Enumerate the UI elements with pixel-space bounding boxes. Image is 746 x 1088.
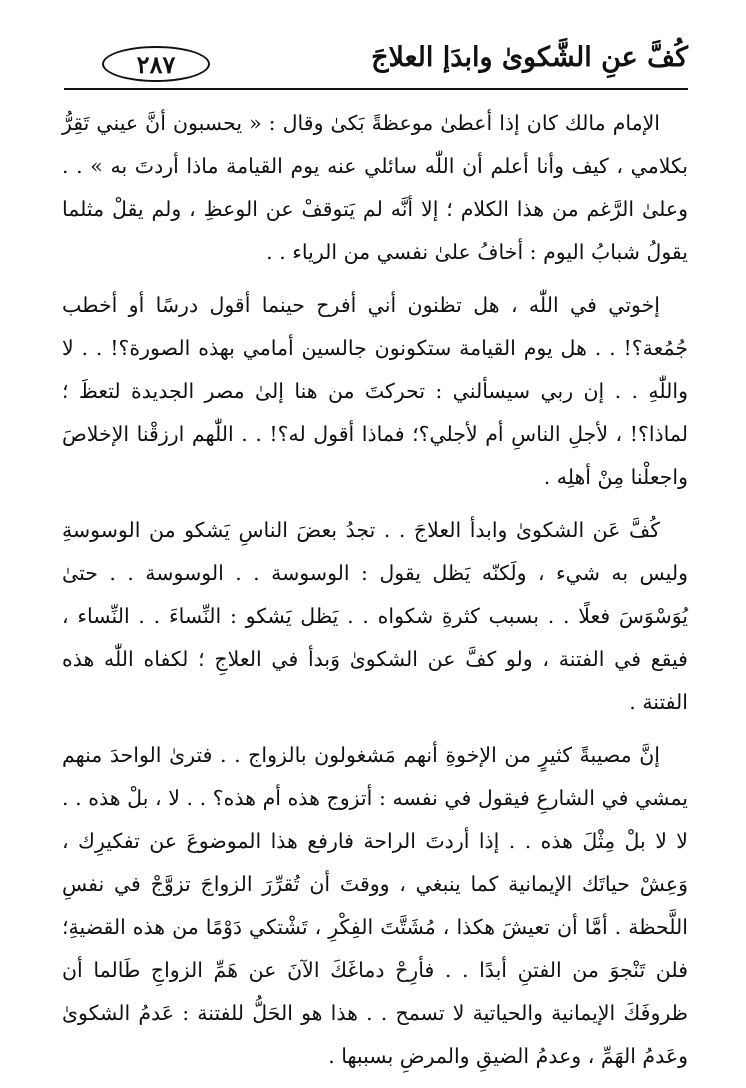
paragraph-2: إخوتي في اللّٰه ، هل تظنون أني أفرح حينما أقول درسًا أو أخطب جُمُعة؟! . . هل يوم القيامة ستكونون جالسين أمامي بهذه الصورة؟! . . لا واللّٰهِ . . إن ربي سيسألني : تحركتَ من هنا إلىٰ مصر الجديدة لتعظَ ؛ لماذا؟! ، لأجلِ الناسِ أم لأجلي؟؛ فماذا أقول له؟! . . اللّٰهم ارزقْنا الإخلاصَ واجعلْنا مِنْ أهلِه . [62, 293, 688, 489]
page-body [62, 102, 688, 1088]
paragraph-4: إنَّ مصيبةً كثيرٍ من الإخوةِ أنهم مَشغولون بالزواج . . فترىٰ الواحدَ منهم يمشي في الشارعِ فيقول في نفسه : أتزوج هذه أم هذه؟ . . لا ، بلْ هذه . . لا لا بلْ مِثْلَ هذه . . إذا أردتَ الراحة فارفع هذا الموضوعَ عن تفكيرِك ، وَعِشْ حياتَك الإيمانية كما ينبغي ، ووقتَ أن تُقرِّرَ الزواجَ تزوَّجْ في نفسِ اللَّحظة . أمَّا أن تعيشَ هكذا ، مُشَتَّتَ الفِكْرِ ، تَشْتكي دَوْمًا من هذه القضيةِ؛ فلن تَنْجوَ من الفتنِ أبدًا . . فأرِحْ دماغَكَ الآنَ عن هَمِّ الزواجِ طَالما أن ظروفَكَ الإيمانية والحياتية لا تسمح . . هذا هو الحَلُّ للفتنة : عَدمُ الشكوىٰ وعَدمُ الهَمِّ ، وعدمُ الضيقِ والمرضِ بسببها . [62, 743, 688, 1068]
running-title: كُفَّ عنِ الشَّكوىٰ وابدَإ العلاجَ [371, 42, 688, 73]
paragraph-3: كُفَّ عَن الشكوىٰ وابدأ العلاجَ . . تجدُ بعضَ الناسِ يَشكو من الوسوسةِ وليس به شيء ، ولَكنّه يَظل يقول : الوسوسة . . الوسوسة . . حتىٰ يُوَسْوَسَ فعلًا . . بسبب كثرةِ شكواه . . يَظل يَشكو : النِّساءَ . . النِّساء ، فيقع في الفتنة ، ولو كفَّ عن الشكوىٰ وَبدأ في العلاجِ ؛ لكفاه اللّٰه هذه الفتنة . [62, 518, 688, 714]
page-number: ٢٨٧ [136, 49, 176, 79]
header-rule [64, 88, 688, 90]
page-number-badge [102, 46, 210, 82]
page-header [62, 38, 688, 86]
paragraph-1: الإمام مالك كان إذا أعطىٰ موعظةً بَكىٰ وقال : « يحسبون أنَّ عيني تَقِرُّ بكلامي ، كيف وأنا أعلم أن اللّٰه سائلي عنه يوم القيامة ماذا أردتَ به » . . وعلىٰ الرَّغم من هذا الكلام ؛ إلا أنَّه لم يَتوقفْ عن الوعظِ ، ولم يقلْ مثلما يقولُ شبابُ اليوم : أخافُ علىٰ نفسي من الرياء . . [62, 111, 688, 264]
